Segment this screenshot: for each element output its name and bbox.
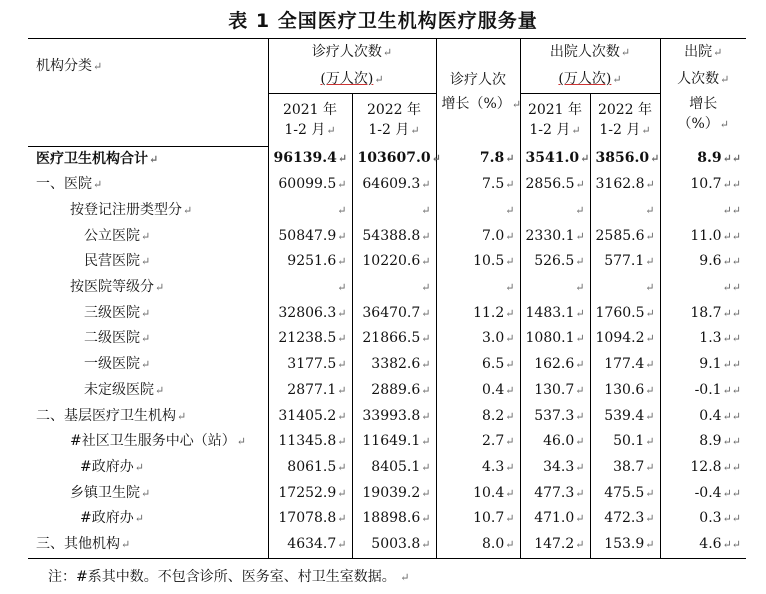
cell-visits-2021: ↵ <box>268 198 352 224</box>
cell-visits-2022: 5003.8↵ <box>352 532 436 558</box>
cell-discharge-2022: 475.5↵ <box>590 481 660 507</box>
cell-discharge-growth: 0.3↵↵ <box>660 506 746 532</box>
cell-discharge-growth: 11.0↵↵ <box>660 224 746 250</box>
cell-visits-2022: 36470.7↵ <box>352 301 436 327</box>
cell-discharge-2022: 1094.2↵ <box>590 326 660 352</box>
cell-discharge-2022: 1760.5↵ <box>590 301 660 327</box>
cell-visits-growth: 10.5↵ <box>436 249 520 275</box>
cell-discharge-2021: ↵ <box>520 198 590 224</box>
table-row <box>28 455 746 481</box>
cell-visits-2022: 33993.8↵ <box>352 404 436 430</box>
cell-visits-2021: 8061.5↵ <box>268 455 352 481</box>
cell-discharge-2022: 472.3↵ <box>590 506 660 532</box>
cell-discharge-2021: 1080.1↵ <box>520 326 590 352</box>
cell-discharge-2022: ↵ <box>590 198 660 224</box>
cell-discharge-2021: 537.3↵ <box>520 404 590 430</box>
header-visits-group: 诊疗人次数↵ <box>268 39 436 67</box>
cell-visits-growth: 11.2↵ <box>436 301 520 327</box>
cell-visits-growth: 8.0↵ <box>436 532 520 558</box>
cell-discharge-2021: 477.3↵ <box>520 481 590 507</box>
table-row <box>28 429 746 455</box>
header-discharge-growth-l3: 增长 （%）↵ <box>660 94 746 147</box>
header-spacer <box>28 94 268 147</box>
row-label: 三、其他机构↵ <box>28 532 268 558</box>
cell-discharge-2022: ↵ <box>590 275 660 301</box>
header-visits-growth-spacer <box>436 39 520 67</box>
cell-discharge-2021: 46.0↵ <box>520 429 590 455</box>
table-row <box>28 378 746 404</box>
header-discharge-growth-l1: 出院↵ <box>660 39 746 67</box>
cell-visits-2021: 3177.5↵ <box>268 352 352 378</box>
cell-visits-growth: ↵ <box>436 275 520 301</box>
cell-discharge-2021: 130.7↵ <box>520 378 590 404</box>
cell-visits-2022: 11649.1↵ <box>352 429 436 455</box>
row-label: 医疗卫生机构合计↵ <box>36 150 159 167</box>
cell-visits-2021: 4634.7↵ <box>268 532 352 558</box>
cell-visits-2022: 19039.2↵ <box>352 481 436 507</box>
table-row <box>28 301 746 327</box>
table-row <box>28 481 746 507</box>
cell-visits-2021: 17078.8↵ <box>268 506 352 532</box>
cell-discharge-growth: 18.7↵↵ <box>660 301 746 327</box>
row-label: 民营医院↵ <box>84 253 151 270</box>
cell-visits-2022: 3382.6↵ <box>352 352 436 378</box>
cell-discharge-2021: 162.6↵ <box>520 352 590 378</box>
header-visits-2021: 2021 年 1-2 月↵ <box>268 94 352 147</box>
cell-discharge-2021: ↵ <box>520 275 590 301</box>
header-visits-growth-l1: 诊疗人次 <box>436 66 520 94</box>
cell-discharge-growth: -0.4↵↵ <box>660 481 746 507</box>
cell-discharge-2021: 147.2↵ <box>520 532 590 558</box>
cell-visits-2022: 54388.8↵ <box>352 224 436 250</box>
row-label: 公立医院↵ <box>84 227 151 244</box>
header-discharge-unit: (万人次)↵ <box>520 66 660 94</box>
table-title: 表 1 全国医疗卫生机构医疗服务量 <box>228 10 538 32</box>
cell-visits-2021: 11345.8↵ <box>268 429 352 455</box>
row-label: 未定级医院↵ <box>84 381 165 398</box>
cell-visits-2022: 64609.3↵ <box>352 172 436 198</box>
cell-discharge-growth: 8.9↵↵ <box>660 429 746 455</box>
cell-visits-growth: 2.7↵ <box>436 429 520 455</box>
header-visits-unit: (万人次)↵ <box>268 66 436 94</box>
row-label: 二级医院↵ <box>84 330 151 347</box>
cell-visits-2021: ↵ <box>268 275 352 301</box>
row-label: 二、基层医疗卫生机构↵ <box>36 407 187 424</box>
row-label: 三级医院↵ <box>84 304 151 321</box>
medical-services-table <box>28 38 746 559</box>
header-discharge-2022: 2022 年 1-2 月↵ <box>590 94 660 147</box>
table-row <box>28 146 746 172</box>
cell-visits-growth: 0.4↵ <box>436 378 520 404</box>
cell-visits-2022: 21866.5↵ <box>352 326 436 352</box>
row-label: 一、医院↵ <box>36 176 103 193</box>
cell-visits-growth: 7.8↵ <box>436 146 520 172</box>
table-row <box>28 249 746 275</box>
header-visits-2022: 2022 年 1-2 月↵ <box>352 94 436 147</box>
cell-visits-growth: 8.2↵ <box>436 404 520 430</box>
cell-discharge-growth: 10.7↵↵ <box>660 172 746 198</box>
table-row <box>28 172 746 198</box>
cell-discharge-2022: 153.9↵ <box>590 532 660 558</box>
cell-visits-growth: 10.4↵ <box>436 481 520 507</box>
cell-discharge-2022: 3162.8↵ <box>590 172 660 198</box>
table-row <box>28 224 746 250</box>
cell-visits-growth: 4.3↵ <box>436 455 520 481</box>
row-label: 一级医院↵ <box>84 356 151 373</box>
cell-discharge-growth: 1.3↵↵ <box>660 326 746 352</box>
cell-visits-growth: 10.7↵ <box>436 506 520 532</box>
cell-visits-2022: 8405.1↵ <box>352 455 436 481</box>
header-discharge-2021: 2021 年 1-2 月↵ <box>520 94 590 147</box>
header-discharge-growth-l2: 人次数↵ <box>660 66 746 94</box>
header-category: 机构分类↵ <box>28 39 268 94</box>
cell-visits-growth: 3.0↵ <box>436 326 520 352</box>
cell-visits-growth: 7.5↵ <box>436 172 520 198</box>
cell-discharge-2021: 1483.1↵ <box>520 301 590 327</box>
cell-discharge-growth: 0.4↵↵ <box>660 404 746 430</box>
cell-discharge-2021: 526.5↵ <box>520 249 590 275</box>
row-label: #政府办↵ <box>80 458 144 475</box>
cell-discharge-growth: 9.6↵↵ <box>660 249 746 275</box>
header-visits-growth-l2: 增长（%）↵ <box>436 94 520 147</box>
cell-visits-2021: 21238.5↵ <box>268 326 352 352</box>
cell-discharge-growth: ↵↵ <box>660 275 746 301</box>
table-body <box>28 146 746 558</box>
cell-discharge-growth: ↵↵ <box>660 198 746 224</box>
cell-discharge-2021: 2330.1↵ <box>520 224 590 250</box>
cell-discharge-2021: 471.0↵ <box>520 506 590 532</box>
cell-discharge-2022: 2585.6↵ <box>590 224 660 250</box>
table-row <box>28 404 746 430</box>
table-row <box>28 532 746 558</box>
cell-discharge-2022: 50.1↵ <box>590 429 660 455</box>
table-row <box>28 275 746 301</box>
cell-discharge-growth: 4.6↵↵ <box>660 532 746 558</box>
row-label: #社区卫生服务中心（站）↵ <box>70 433 246 450</box>
row-label: #政府办↵ <box>80 510 144 527</box>
table-row <box>28 352 746 378</box>
cell-visits-2022: 103607.0↵ <box>352 146 436 172</box>
header-discharge-group: 出院人次数↵ <box>520 39 660 67</box>
table-row <box>28 506 746 532</box>
row-label: 按医院等级分↵ <box>70 279 165 296</box>
cell-visits-2021: 60099.5↵ <box>268 172 352 198</box>
cell-visits-growth: 7.0↵ <box>436 224 520 250</box>
cell-visits-growth: 6.5↵ <box>436 352 520 378</box>
cell-visits-2021: 9251.6↵ <box>268 249 352 275</box>
cell-visits-2021: 50847.9↵ <box>268 224 352 250</box>
cell-visits-2022: ↵ <box>352 275 436 301</box>
cell-visits-2021: 32806.3↵ <box>268 301 352 327</box>
cell-discharge-2022: 130.6↵ <box>590 378 660 404</box>
row-label: 乡镇卫生院↵ <box>70 484 151 501</box>
cell-visits-2022: 10220.6↵ <box>352 249 436 275</box>
cell-visits-2022: ↵ <box>352 198 436 224</box>
cell-visits-2022: 2889.6↵ <box>352 378 436 404</box>
cell-discharge-2022: 3856.0↵ <box>590 146 660 172</box>
cell-visits-2022: 18898.6↵ <box>352 506 436 532</box>
cell-discharge-2022: 539.4↵ <box>590 404 660 430</box>
cell-visits-2021: 31405.2↵ <box>268 404 352 430</box>
cell-discharge-2022: 38.7↵ <box>590 455 660 481</box>
cell-discharge-2021: 3541.0↵ <box>520 146 590 172</box>
row-label: 按登记注册类型分↵ <box>70 201 193 218</box>
cell-visits-growth: ↵ <box>436 198 520 224</box>
cell-visits-2021: 96139.4↵ <box>268 146 352 172</box>
cell-discharge-growth: -0.1↵↵ <box>660 378 746 404</box>
cell-visits-2021: 17252.9↵ <box>268 481 352 507</box>
cell-discharge-2021: 2856.5↵ <box>520 172 590 198</box>
table-header <box>28 39 746 147</box>
cell-discharge-growth: 9.1↵↵ <box>660 352 746 378</box>
cell-discharge-2022: 177.4↵ <box>590 352 660 378</box>
cell-discharge-2022: 577.1↵ <box>590 249 660 275</box>
table-row <box>28 198 746 224</box>
cell-discharge-growth: 12.8↵↵ <box>660 455 746 481</box>
table-row <box>28 326 746 352</box>
table-footnote: 注：#系其中数。不包含诊所、医务室、村卫生室数据。 ↵ <box>48 569 410 585</box>
cell-discharge-growth: 8.9↵↵ <box>660 146 746 172</box>
cell-visits-2021: 2877.1↵ <box>268 378 352 404</box>
cell-discharge-2021: 34.3↵ <box>520 455 590 481</box>
